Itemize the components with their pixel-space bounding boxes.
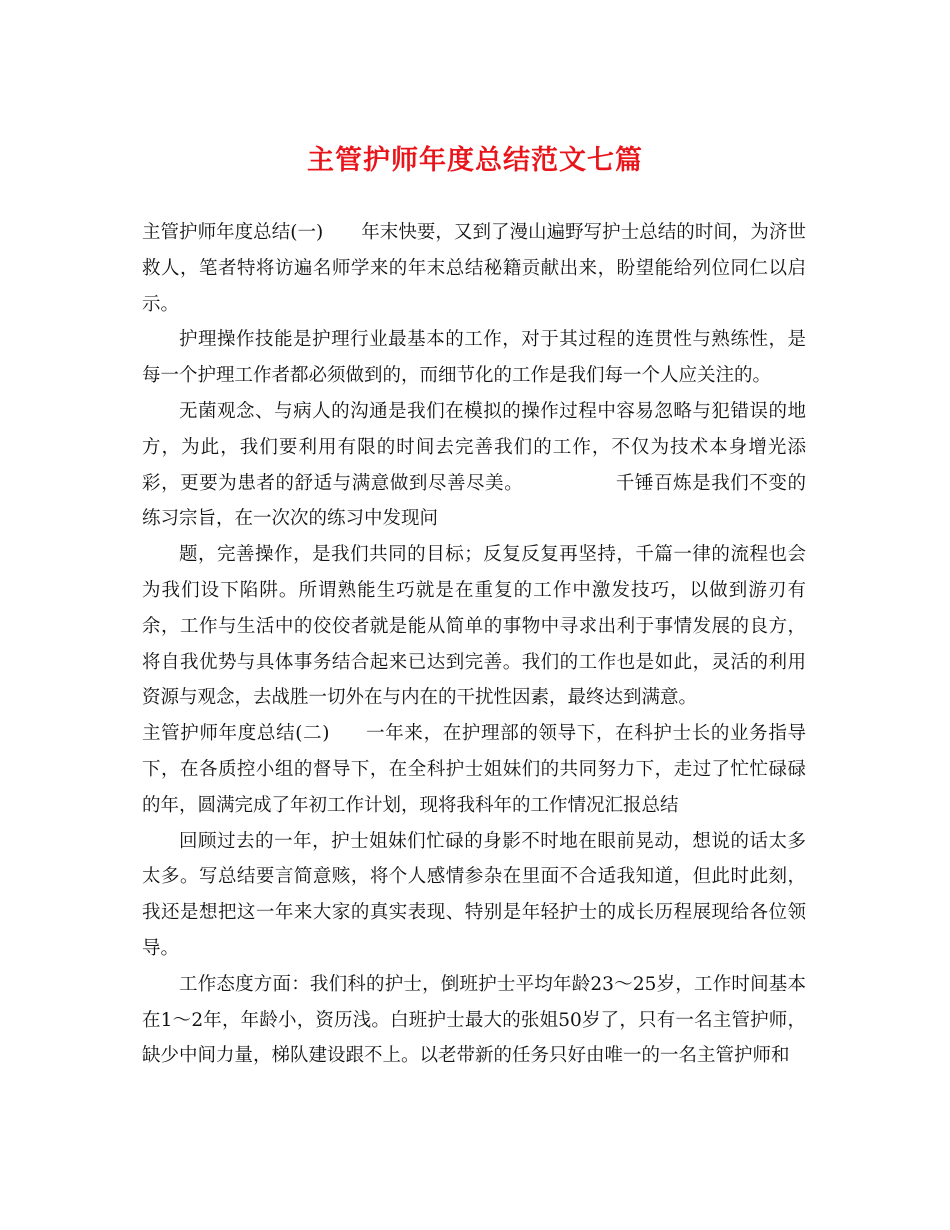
document-body <box>142 215 806 1074</box>
document-title: 主管护师年度总结范文七篇 <box>307 145 643 176</box>
paragraph: 工作态度方面：我们科的护士，倒班护士平均年龄23～25岁，工作时间基本在1～2年，年龄小，资历浅。白班护士最大的张姐50岁了，只有一名主管护师，缺少中间力量，梯队建设跟不上。以老带新的任务只好由唯一的一名主管护师和 <box>142 973 806 1067</box>
paragraph <box>142 394 806 537</box>
section-1-heading: 主管护师年度总结(一) <box>142 222 324 243</box>
paragraph-text: 千锤百炼是我们不变的练习宗旨，在一次次的练习中发现问 <box>142 472 806 530</box>
section-2-heading: 主管护师年度总结(二) <box>142 723 330 745</box>
paragraph-text: 无菌观念、与病人的沟通是我们在模拟的操作过程中容易忽略与犯错误的地方，为此，我们要利用有限的时间去完善我们的工作，不仅为技术本身增光添彩，更要为患者的舒适与满意做到尽善尽美。 <box>142 400 806 494</box>
section-1-lead: 年末快要，又到了漫山遍野写护士总结的时间，为济世救人，笔者特将访遍名师学来的年末总结秘籍贡献出来，盼望能给列位同仁以启示。 <box>142 222 806 315</box>
paragraph: 回顾过去的一年，护士姐妹们忙碌的身影不时地在眼前晃动，想说的话太多太多。写总结要言简意赅，将个人感情参杂在里面不合适我知道，但此时此刻，我还是想把这一年来大家的真实表现、特别是年轻护士的成长历程展现给各位领导。 <box>142 830 806 959</box>
paragraph: 护理操作技能是护理行业最基本的工作，对于其过程的连贯性与熟练性，是每一个护理工作者都必须做到的，而细节化的工作是我们每一个人应关注的。 <box>142 329 806 387</box>
section-2-paragraph <box>142 716 806 823</box>
paragraph: 题，完善操作，是我们共同的目标；反复反复再坚持，千篇一律的流程也会为我们设下陷阱。所谓熟能生巧就是在重复的工作中激发技巧，以做到游刃有余，工作与生活中的佼佼者就是能从简单的事物中寻求出利于事情发展的良方，将自我优势与具体事务结合起来已达到完善。我们的工作也是如此，灵活的利用资源与观念，去战胜一切外在与内在的干扰性因素，最终达到满意。 <box>142 544 806 709</box>
section-2-lead: 一年来，在护理部的领导下，在科护士长的业务指导下，在各质控小组的督导下，在全科护士姐妹们的共同努力下，走过了忙忙碌碌的年，圆满完成了年初工作计划，现将我科年的工作情况汇报总结 <box>142 723 806 816</box>
section-1-paragraph <box>142 215 806 322</box>
